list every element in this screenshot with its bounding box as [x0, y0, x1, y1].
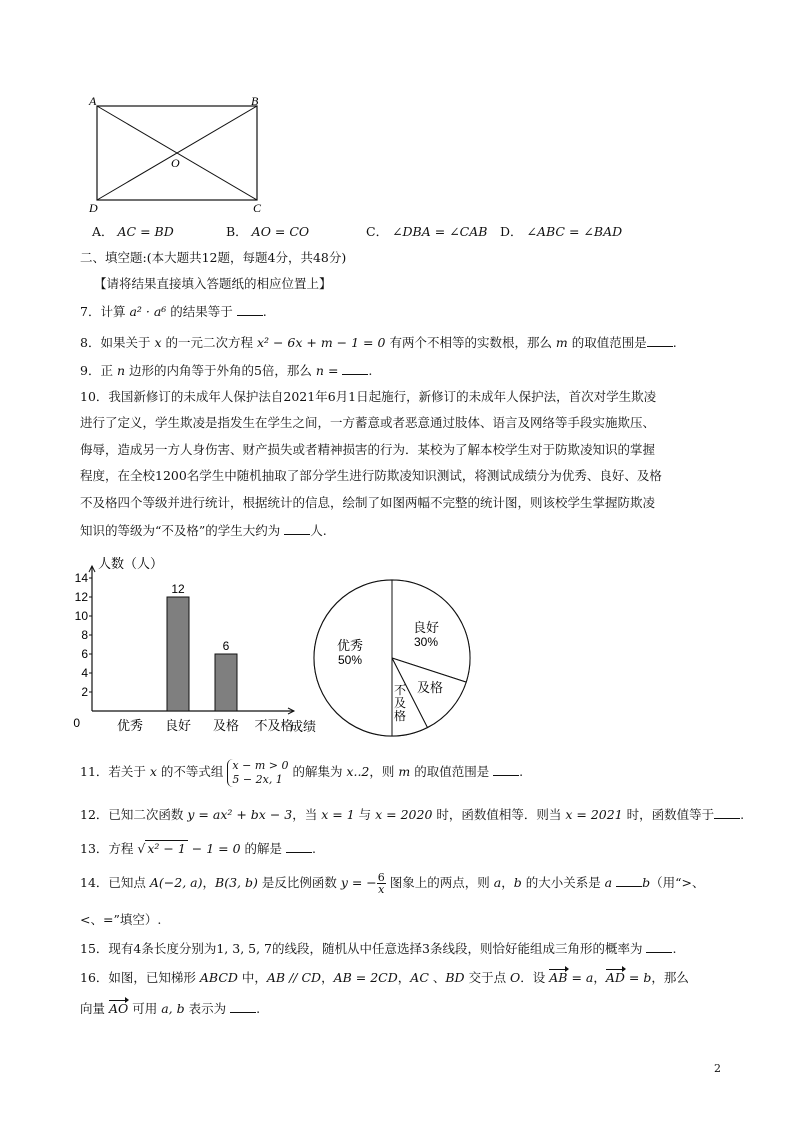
slice-label-fail-char: 及 [393, 696, 407, 710]
slice-label-fail-char: 格 [393, 709, 407, 723]
section-heading: 二、填空题:(本大题共12题，每题4分，共48分) [80, 250, 347, 265]
answer-blank-12[interactable] [714, 806, 740, 819]
answer-blank-8[interactable] [647, 334, 673, 347]
label-c: C [253, 201, 262, 215]
label-d: D [89, 201, 98, 215]
question-16: 16．如图，已知梯形 ABCD 中，AB // CD，AB = 2CD，AC 、BD 交于点 O．设 AB = a，AD = b，那么 [80, 970, 689, 985]
label-b: B [251, 94, 259, 108]
x-axis-label: 成绩 [290, 719, 317, 734]
bar [167, 597, 189, 711]
answer-blank-7[interactable] [237, 303, 263, 316]
bar-data-label: 6 [222, 639, 230, 653]
slice-percent-good: 30% [413, 635, 439, 649]
question-10-line-6: 知识的等级为“不及格”的学生大约为 人. [80, 523, 327, 538]
y-tick-label: 8 [81, 628, 88, 642]
question-14-line-2: <、=”填空）. [80, 912, 162, 927]
slice-label-good: 良好 [412, 620, 440, 635]
question-16-line-2: 向量 AO 可用 a, b 表示为 . [80, 1001, 261, 1016]
page-number: 2 [714, 1062, 721, 1075]
slice-label-pass: 及格 [416, 680, 444, 695]
question-10-line-1: 10．我国新修订的未成年人保护法自2021年6月1日起施行，新修订的未成年人保护法，首次对学生欺凌 [80, 389, 657, 404]
question-11: 11．若关于 x 的不等式组 x − m > 0 5 − 2x, 1 的解集为 x..2，则 m 的取值范围是 . [80, 758, 524, 786]
question-10-line-3: 侮辱，造成另一方人身伤害、财产损失或者精神损害的行为．某校为了解本校学生对于防欺凌知识的掌握 [80, 442, 656, 457]
question-7: 7．计算 a² · a⁶ 的结果等于 . [80, 304, 267, 319]
bar [215, 654, 237, 711]
x-tick-label: 不及格 [254, 718, 294, 733]
question-15: 15．现有4条长度分别为1, 3, 5, 7的线段，随机从中任意选择3条线段，则恰好能组成三角形的概率为 . [80, 941, 677, 956]
q6-option-b[interactable]: B． AO = CO [226, 224, 310, 239]
question-10-line-5: 不及格四个等级并进行统计，根据统计的信息，绘制了如图两幅不完整的统计图，则该校学生掌握防欺凌 [80, 495, 656, 510]
q6-option-c[interactable]: C． ∠DBA = ∠CAB [366, 224, 488, 239]
y-axis-label: 人数（人） [98, 556, 164, 571]
slice-label-excellent: 优秀 [336, 638, 364, 653]
question-9: 9．正 n 边形的内角等于外角的5倍，那么 n = . [80, 363, 373, 378]
question-8: 8．如果关于 x 的一元二次方程 x² − 6x + m − 1 = 0 有两个不相等的实数根，那么 m 的取值范围是 . [80, 335, 677, 350]
section-instruction: 【请将结果直接填入答题纸的相应位置上】 [94, 276, 332, 291]
label-o: O [171, 156, 180, 170]
y-tick-label: 6 [81, 647, 88, 661]
answer-blank-10[interactable] [284, 522, 310, 535]
bar-data-label: 12 [171, 582, 185, 596]
answer-blank-11[interactable] [493, 763, 519, 776]
question-12: 12．已知二次函数 y = ax² + bx − 3，当 x = 1 与 x = 2020 时，函数值相等．则当 x = 2021 时，函数值等于 . [80, 807, 745, 822]
y-tick-label: 0 [73, 716, 80, 730]
x-tick-label: 优秀 [116, 718, 144, 733]
question-10-line-4: 程度，在全校1200名学生中随机抽取了部分学生进行防欺凌知识测试，将测试成绩分为优秀、良好、及格 [80, 468, 662, 483]
question-13: 13．方程 √ x² − 1 − 1 = 0 的解是 . [80, 841, 316, 856]
y-tick-label: 2 [81, 685, 88, 699]
q6-option-a[interactable]: A． AC = BD [92, 224, 174, 239]
slice-label-fail-char: 不 [393, 683, 407, 697]
label-a: A [89, 94, 97, 108]
answer-blank-15[interactable] [646, 940, 672, 953]
y-tick-label: 10 [74, 609, 88, 623]
answer-blank-13[interactable] [286, 840, 312, 853]
y-tick-label: 14 [74, 571, 88, 585]
inequality-system: x − m > 0 5 − 2x, 1 [227, 759, 288, 787]
bar-chart [64, 548, 334, 748]
x-tick-label: 及格 [212, 718, 240, 733]
pie-chart [308, 578, 478, 738]
rectangle-figure [85, 92, 275, 218]
question-14: 14．已知点 A(−2, a)，B(3, b) 是反比例函数 y = − $\frac{6}{x}$ 图象上的两点，则 a，b 的大小关系是 a b（用“>、 [80, 871, 705, 896]
slice-percent-excellent: 50% [337, 653, 363, 667]
y-tick-label: 12 [74, 590, 88, 604]
answer-blank-16[interactable] [230, 1000, 256, 1013]
q6-option-d[interactable]: D． ∠ABC = ∠BAD [500, 224, 623, 239]
answer-blank-14[interactable] [616, 874, 642, 887]
y-tick-label: 4 [81, 666, 88, 680]
question-10-line-2: 进行了定义，学生欺凌是指发生在学生之间，一方蓄意或者恶意通过肢体、语言及网络等手段实施欺压、 [80, 415, 656, 430]
x-tick-label: 良好 [164, 718, 192, 733]
answer-blank-9[interactable] [342, 362, 368, 375]
